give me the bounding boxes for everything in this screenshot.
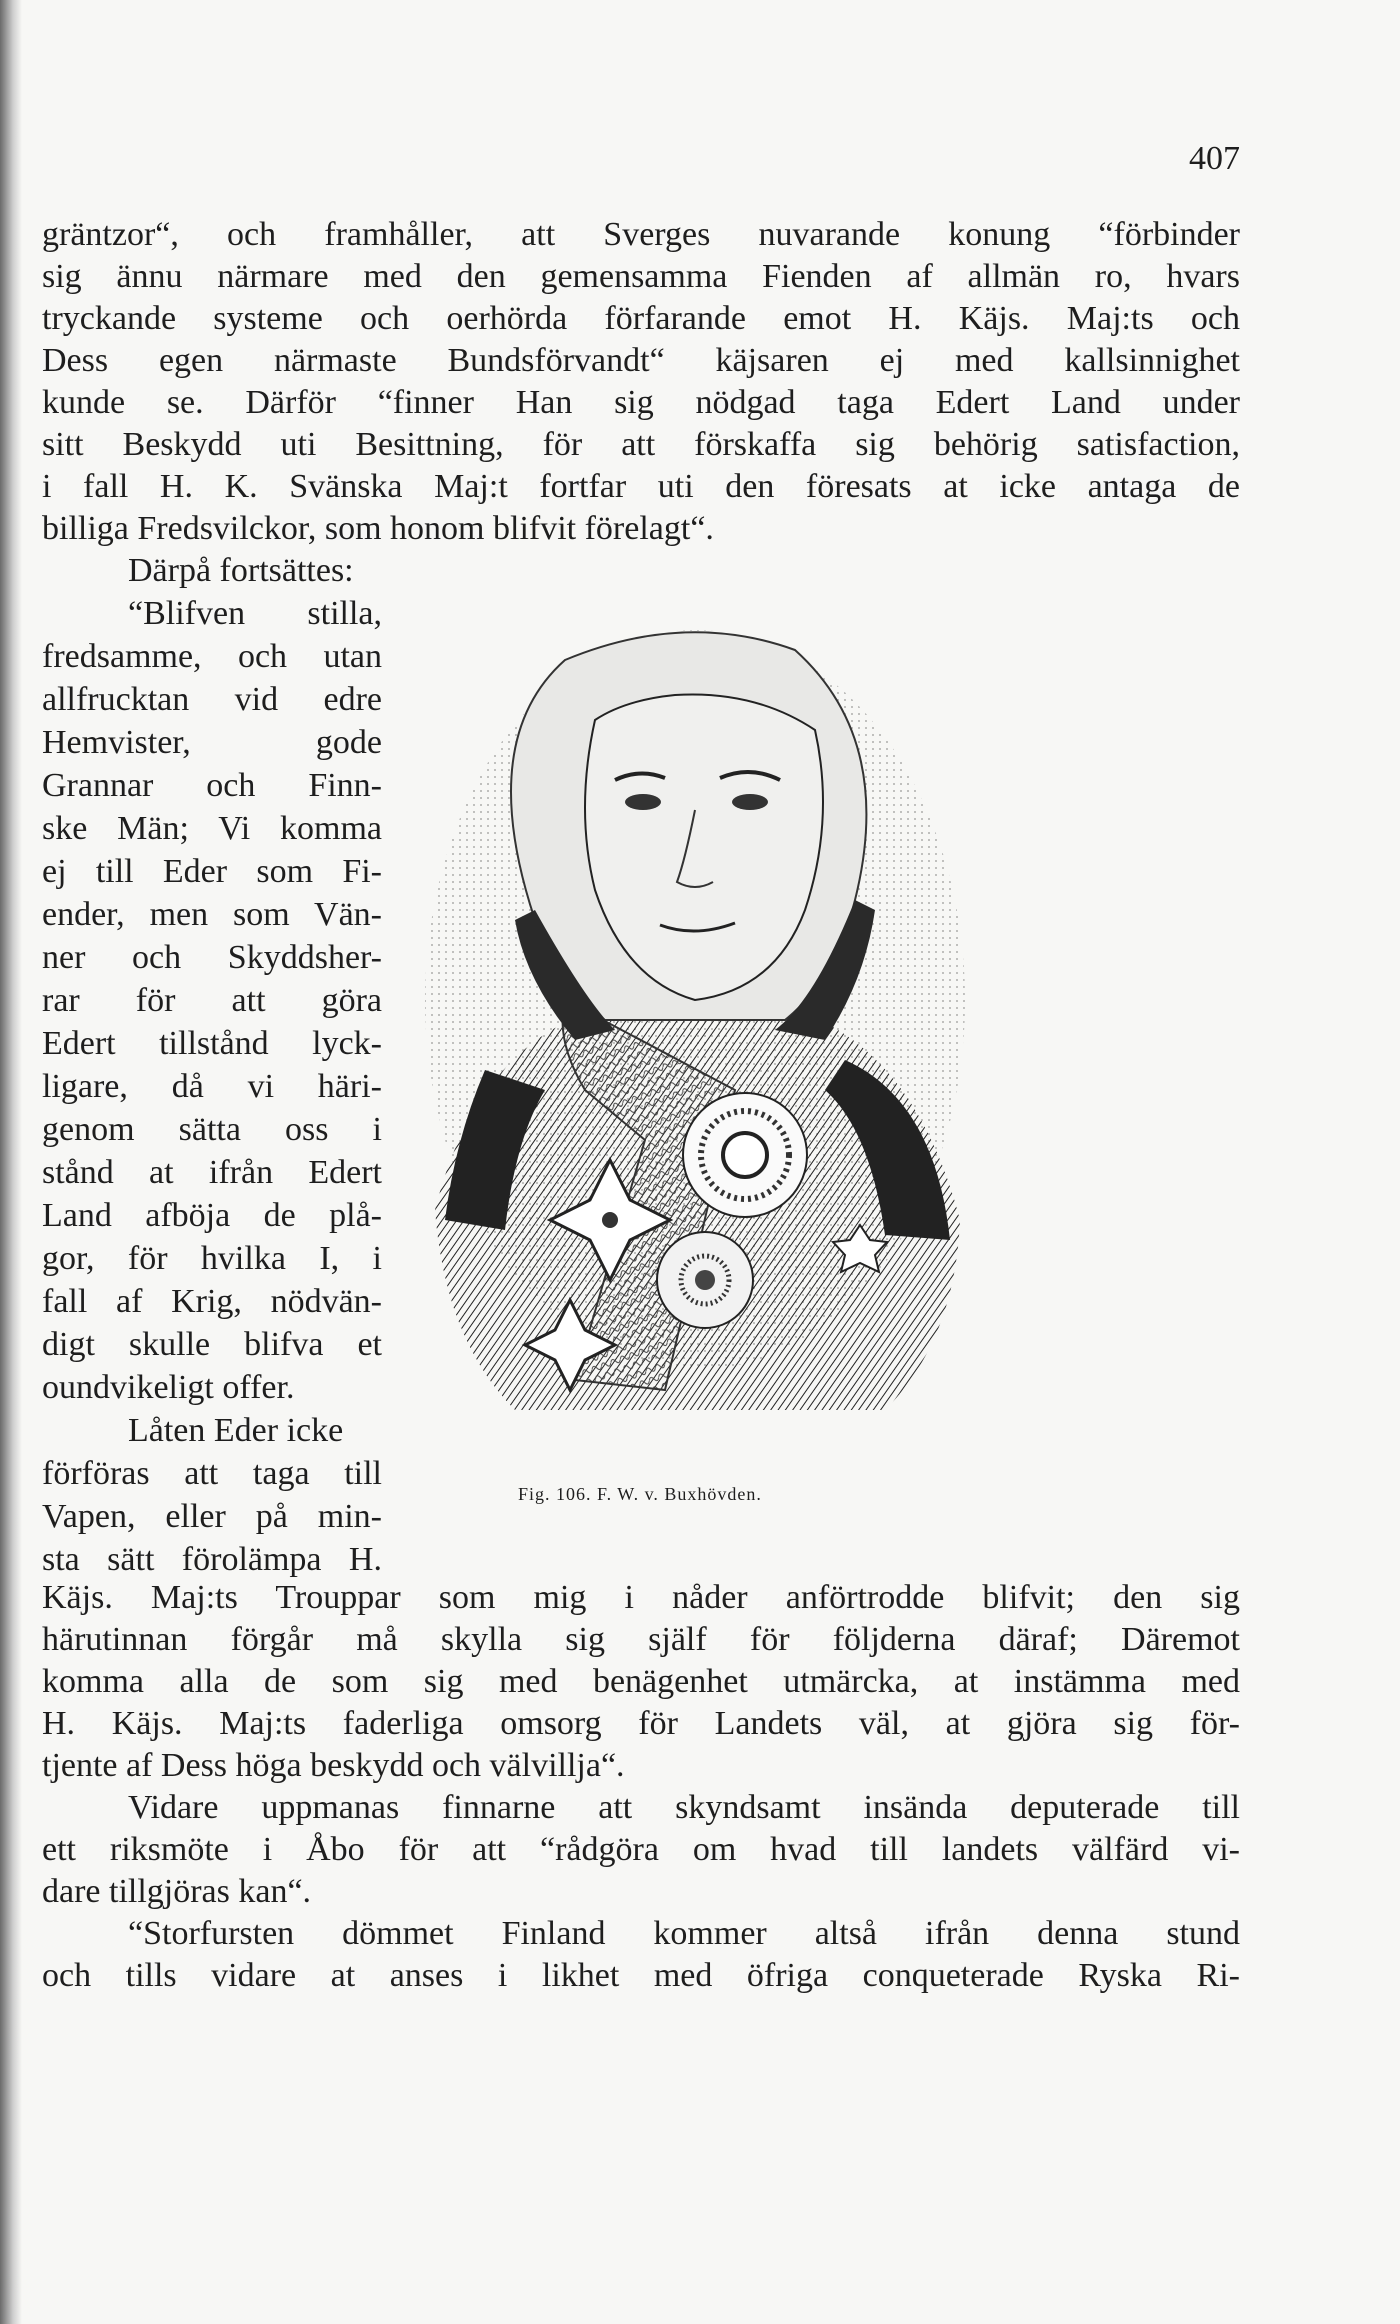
top-paragraph (42, 214, 1240, 592)
text-line: ej till Eder som Fi- (42, 853, 382, 890)
text-line: oundvikeligt offer. (42, 1369, 295, 1406)
text-line: genom sätta oss i (42, 1111, 382, 1148)
text-line: härutinnan förgår må skylla sig själf för följderna däraf; Däremot (42, 1621, 1240, 1658)
text-line: fall af Krig, nödvän- (42, 1283, 382, 1320)
text-line: Hemvister, gode (42, 724, 382, 761)
text-line: stånd at ifrån Edert (42, 1154, 382, 1191)
left-eye (625, 794, 661, 810)
text-line: tjente af Dess höga beskydd och välvillja“. (42, 1747, 625, 1784)
text-line: billiga Fredsvilckor, som honom blifvit förelagt“. (42, 510, 714, 547)
portrait-figure (415, 620, 975, 1440)
text-line: Dess egen närmaste Bundsförvandt“ käjsaren ej med kallsinnighet (42, 342, 1240, 379)
text-line: gor, för hvilka I, i (42, 1240, 382, 1277)
text-line: sta sätt förolämpa H. (42, 1541, 382, 1578)
star-order-small (657, 1232, 753, 1328)
text-line: Edert tillstånd lyck- (42, 1025, 382, 1062)
text-line: ner och Skyddsher- (42, 939, 382, 976)
text-line: gräntzor“, och framhåller, att Sverges nuvarande konung “förbinder (42, 216, 1240, 253)
text-line: tryckande systeme och oerhörda förfarande emot H. Käjs. Maj:ts och (42, 300, 1240, 337)
star-order-large (683, 1093, 807, 1217)
page-edge (0, 0, 22, 2324)
text-line: “Blifven stilla, (128, 595, 382, 632)
text-line: kunde se. Därför “finner Han sig nödgad taga Edert Land under (42, 384, 1240, 421)
text-line: H. Käjs. Maj:ts faderliga omsorg för Landets väl, at gjöra sig för- (42, 1705, 1240, 1742)
text-line: Vapen, eller på min- (42, 1498, 382, 1535)
text-line: ske Män; Vi komma (42, 810, 382, 847)
text-line: ender, men som Vän- (42, 896, 382, 933)
text-line: dare tillgjöras kan“. (42, 1873, 312, 1910)
text-line: ligare, då vi häri- (42, 1068, 382, 1105)
text-line: Låten Eder icke (128, 1412, 344, 1449)
narrow-column (42, 592, 382, 1581)
text-line: och tills vidare at anses i likhet med öfriga conqueterade Ryska Ri- (42, 1957, 1240, 1994)
text-line: Vidare uppmanas finnarne att skyndsamt insända deputerade till (128, 1789, 1240, 1826)
text-line: sig ännu närmare med den gemensamma Fienden af allmän ro, hvars (42, 258, 1240, 295)
text-line: ett riksmöte i Åbo för att “rådgöra om hvad till landets välfärd vi- (42, 1831, 1240, 1868)
text-line: komma alla de som sig med benägenhet utmärcka, at instämma med (42, 1663, 1240, 1700)
text-line: Grannar och Finn- (42, 767, 382, 804)
text-line: Därpå fortsättes: (128, 552, 354, 589)
portrait-engraving (415, 620, 975, 1440)
text-line: digt skulle blifva et (42, 1326, 382, 1363)
text-line: sitt Beskydd uti Besittning, för att förskaffa sig behörig satisfaction, (42, 426, 1240, 463)
text-line: fredsamme, och utan (42, 638, 382, 675)
text-line: “Storfursten dömmet Finland kommer altså ifrån denna stund (128, 1915, 1240, 1952)
text-line: förföras att taga till (42, 1455, 382, 1492)
text-line: Land afböja de plå- (42, 1197, 382, 1234)
text-line: allfrucktan vid edre (42, 681, 382, 718)
page-number: 407 (1189, 140, 1240, 177)
text-line: rar för att göra (42, 982, 382, 1019)
text-line: Käjs. Maj:ts Trouppar som mig i nåder anförtrodde blifvit; den sig (42, 1579, 1240, 1616)
figure-caption: Fig. 106. F. W. v. Buxhövden. (518, 1484, 762, 1504)
text-line: i fall H. K. Svänska Maj:t fortfar uti den föresats at icke antaga de (42, 468, 1240, 505)
bottom-paragraph (42, 1577, 1240, 1997)
right-eye (732, 794, 768, 810)
